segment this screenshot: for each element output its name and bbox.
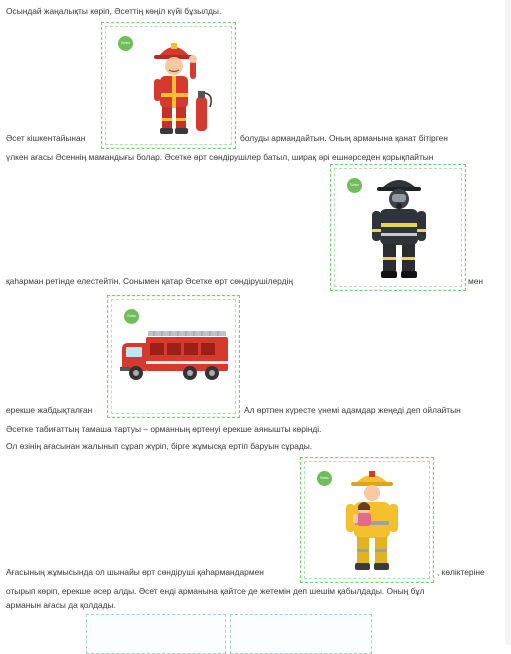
bilimland-logo-badge: Білім Land (124, 309, 139, 324)
paragraph-line-9: отырып көріп, ерекше әсер алды. Әсет енді арманына қайтсе де жетемін деп шешім қабылдады. Оның бұл (6, 586, 425, 596)
paragraph-line-5a: ерекше жабдықталған (6, 405, 93, 415)
image-card-firefighter-rescue[interactable] (300, 457, 434, 583)
firefighter-extinguisher-illustration (140, 35, 220, 140)
paragraph-line-8b: , көліктеріне (437, 567, 485, 577)
paragraph-line-8a: Ағасының жұмысында ол шынайы өрт сөндіруші қаһармандармен (6, 567, 264, 577)
paragraph-line-10: арманын ағасы да қолдады. (6, 600, 116, 610)
paragraph-line-4a: қаһарман ретінде елестейтін. Сонымен қатар Әсетке өрт сөндірушілердің (6, 276, 293, 286)
paragraph-line-4b: мен (468, 276, 484, 286)
empty-answer-slot[interactable] (230, 614, 372, 654)
image-card-firefighter-extinguisher[interactable] (101, 22, 236, 149)
paragraph-line-2a: Әсет кішкентайынан (6, 133, 86, 143)
paragraph-line-7: Ол өзінің ағасынан жалынып сұрап жүріп, бірге жұмысқа ертіп баруын сұрады. (6, 441, 313, 451)
paragraph-line-1: Осындай жаңалықты көріп, Әсеттің көңіл күйі бұзылды. (6, 6, 222, 16)
page-scrollbar[interactable] (505, 0, 511, 645)
empty-answer-slot[interactable] (86, 614, 226, 654)
bilimland-logo-badge: Білім Land (118, 36, 133, 51)
firefighter-rescue-illustration (337, 466, 407, 576)
image-card-firefighter-gear[interactable] (330, 164, 466, 291)
paragraph-line-5b: Ал өртпен күресте үнемі адамдар жеңеді деп ойлайтын (244, 405, 461, 415)
paragraph-line-2b: болуды армандайтын. Оның арманына қанат бітірген (240, 133, 448, 143)
firefighter-gear-illustration (364, 171, 434, 281)
bilimland-logo-badge: Білім Land (347, 178, 362, 193)
paragraph-line-6: Әсетке табиғаттың тамаша тартуы – орманның өртенуі ерекше аянышты көрінді. (6, 424, 322, 434)
image-card-fire-truck[interactable] (107, 295, 240, 418)
paragraph-line-3: үлкен ағасы Әсеннің мамандығы болар. Әсетке өрт сөндірушілер батыл, ширақ әрі ешнәрседен қорықпайтын (6, 152, 434, 162)
bilimland-logo-badge: Білім Land (317, 471, 332, 486)
fire-truck-illustration (120, 329, 230, 384)
